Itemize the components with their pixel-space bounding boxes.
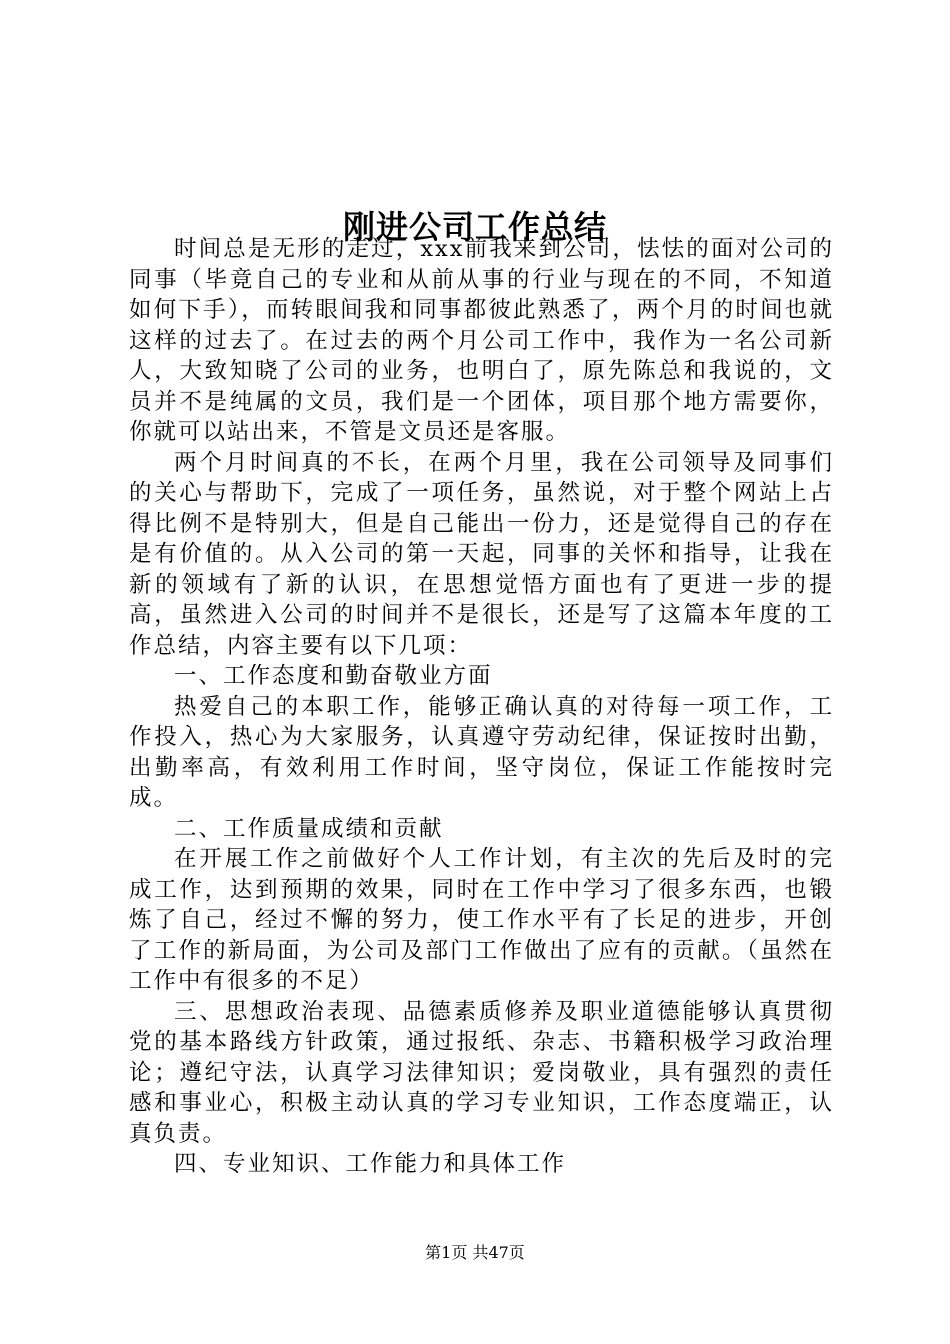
paragraph-attitude: 热爱自己的本职工作，能够正确认真的对待每一项工作，工作投入，热心为大家服务，认真遵守劳动纪律，保证按时出勤，出勤率高，有效利用工作时间，坚守岗位，保证工作能按时完成。 — [129, 693, 834, 811]
section-heading-skills: 四、专业知识、工作能力和具体工作 — [174, 1151, 567, 1177]
page-number-footer: 第1页 共47页 — [425, 1243, 525, 1262]
document-body — [129, 234, 834, 1180]
paragraph-quality: 在开展工作之前做好个人工作计划，有主次的先后及时的完成工作，达到预期的效果，同时在工作中学习了很多东西，也锻炼了自己，经过不懈的努力，使工作水平有了长足的进步，开创了工作的新局面，为公司及部门工作做出了应有的贡献。（虽然在工作中有很多的不足） — [129, 846, 834, 994]
section-heading-quality: 二、工作质量成绩和贡献 — [174, 815, 444, 842]
paragraph-ethics: 三、思想政治表现、品德素质修养及职业道德能够认真贯彻党的基本路线方针政策，通过报纸、杂志、书籍积极学习政治理论；遵纪守法，认真学习法律知识；爱岗敬业，具有强烈的责任感和事业心，积极主动认真的学习专业知识，工作态度端正，认真负责。 — [129, 998, 834, 1147]
document-title: 刚进公司工作总结 — [342, 208, 607, 247]
section-heading-attitude: 一、工作态度和勤奋敬业方面 — [174, 663, 493, 689]
paragraph-intro: 时间总是无形的走过，xxx前我来到公司，怯怯的面对公司的同事（毕竟自己的专业和从前从事的行业与现在的不同，不知道如何下手），而转眼间我和同事都彼此熟悉了，两个月的时间也就这样的过去了。在过去的两个月公司工作中，我作为一名公司新人，大致知晓了公司的业务，也明白了，原先陈总和我说的，文员并不是纯属的文员，我们是一个团体，项目那个地方需要你，你就可以站出来，不管是文员还是客服。 — [129, 236, 834, 445]
paragraph-two-months: 两个月时间真的不长，在两个月里，我在公司领导及同事们的关心与帮助下，完成了一项任务，虽然说，对于整个网站上占得比例不是特别大，但是自己能出一份力，还是觉得自己的存在是有价值的。从入公司的第一天起，同事的关怀和指导，让我在新的领域有了新的认识，在思想觉悟方面也有了更进一步的提高，虽然进入公司的时间并不是很长，还是写了这篇本年度的工作总结，内容主要有以下几项： — [129, 449, 834, 659]
